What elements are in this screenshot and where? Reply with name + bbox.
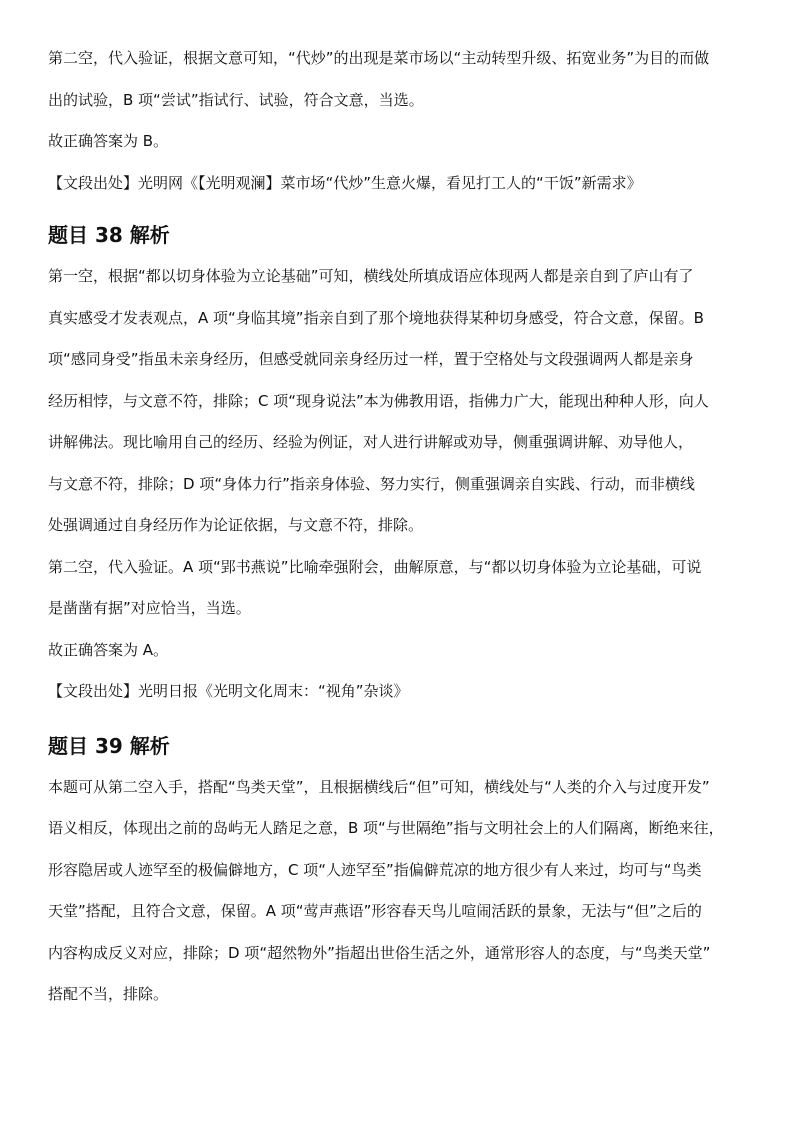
- text-line: 语义相反，体现出之前的岛屿无人踏足之意，B 项“与世隔绝”指与文明社会上的人们隔离，断绝来往，: [48, 819, 724, 837]
- answer-37-continuation: [48, 38, 760, 204]
- text-line: 【文段出处】光明网《【光明观澜】菜市场“代炒”生意火爆，看见打工人的“干饭”新需求》: [48, 173, 642, 192]
- text-line: 第二空，代入验证，根据文意可知，“代炒”的出现是菜市场以“主动转型升级、拓宽业务”为目的而做: [48, 49, 710, 67]
- paragraph-source: [48, 163, 760, 205]
- text-line: 处强调通过自身经历作为论证依据，与文意不符，排除。: [48, 516, 424, 534]
- text-line: 真实感受才发表观点，A 项“身临其境”指亲自到了那个境地获得某种切身感受，符合文意，保留。B: [48, 308, 704, 327]
- paragraph-first-blank: [48, 256, 760, 547]
- text-line: 第二空，代入验证。A 项“郢书燕说”比喻牵强附会，曲解原意，与“都以切身体验为立论基础，可说: [48, 557, 702, 576]
- answer-39-section: [48, 731, 760, 1016]
- text-line: 经历相悖，与文意不符，排除；C 项“现身说法”本为佛教用语，指佛力广大，能现出种种人形，向人: [48, 391, 709, 410]
- text-line: 内容构成反义对应，排除；D 项“超然物外”指超出世俗生活之外，通常形容人的态度，与“鸟类天堂”: [48, 943, 711, 962]
- paragraph-second-blank: [48, 38, 760, 121]
- section-heading: 题目 38 解析: [48, 223, 170, 247]
- text-line: 本题可从第二空入手，搭配“鸟类天堂”，且根据横线后“但”可知，横线处与“人类的介入与过度开发”: [48, 777, 710, 796]
- text-line: 是凿凿有据”对应恰当，当选。: [48, 599, 251, 617]
- text-line: 搭配不当，排除。: [48, 985, 169, 1003]
- section-heading: 题目 39 解析: [48, 733, 170, 758]
- paragraph-second-blank: [48, 547, 760, 630]
- text-line: 与文意不符，排除；D 项“身体力行”指亲身体验、努力实行，侧重强调亲自实践、行动，而非横线: [48, 474, 695, 493]
- text-line: 天堂”搭配，且符合文意，保留。A 项“莺声燕语”形容春天鸟儿喧闹活跃的景象，无法与“但”之后的: [48, 902, 702, 920]
- answer-38-section: [48, 220, 760, 713]
- paragraph-analysis: [48, 767, 760, 1016]
- text-line: 项“感同身受”指虽未亲身经历，但感受就同亲身经历过一样，置于空格处与文段强调两人都是亲身: [48, 350, 694, 368]
- text-line: 出的试验，B 项“尝试”指试行、试验，符合文意，当选。: [48, 90, 424, 109]
- text-line: 讲解佛法。现比喻用自己的经历、经验为例证，对人进行讲解或劝导，侧重强调讲解、劝导他人，: [48, 433, 694, 451]
- text-line: 故正确答案为 B。: [48, 132, 169, 150]
- paragraph-source: [48, 671, 760, 713]
- text-line: 形容隐居或人迹罕至的极偏僻地方，C 项“人迹罕至”指偏僻荒凉的地方很少有人来过，均可与“鸟类: [48, 860, 702, 879]
- text-line: 故正确答案为 A。: [48, 640, 169, 659]
- text-line: 【文段出处】光明日报《光明文化周末：“视角”杂谈》: [48, 682, 409, 700]
- text-line: 第一空，根据“都以切身体验为立论基础”可知，横线处所填成语应体现两人都是亲自到了庐山有了: [48, 267, 694, 285]
- paragraph-answer: [48, 630, 760, 672]
- paragraph-answer: [48, 121, 760, 163]
